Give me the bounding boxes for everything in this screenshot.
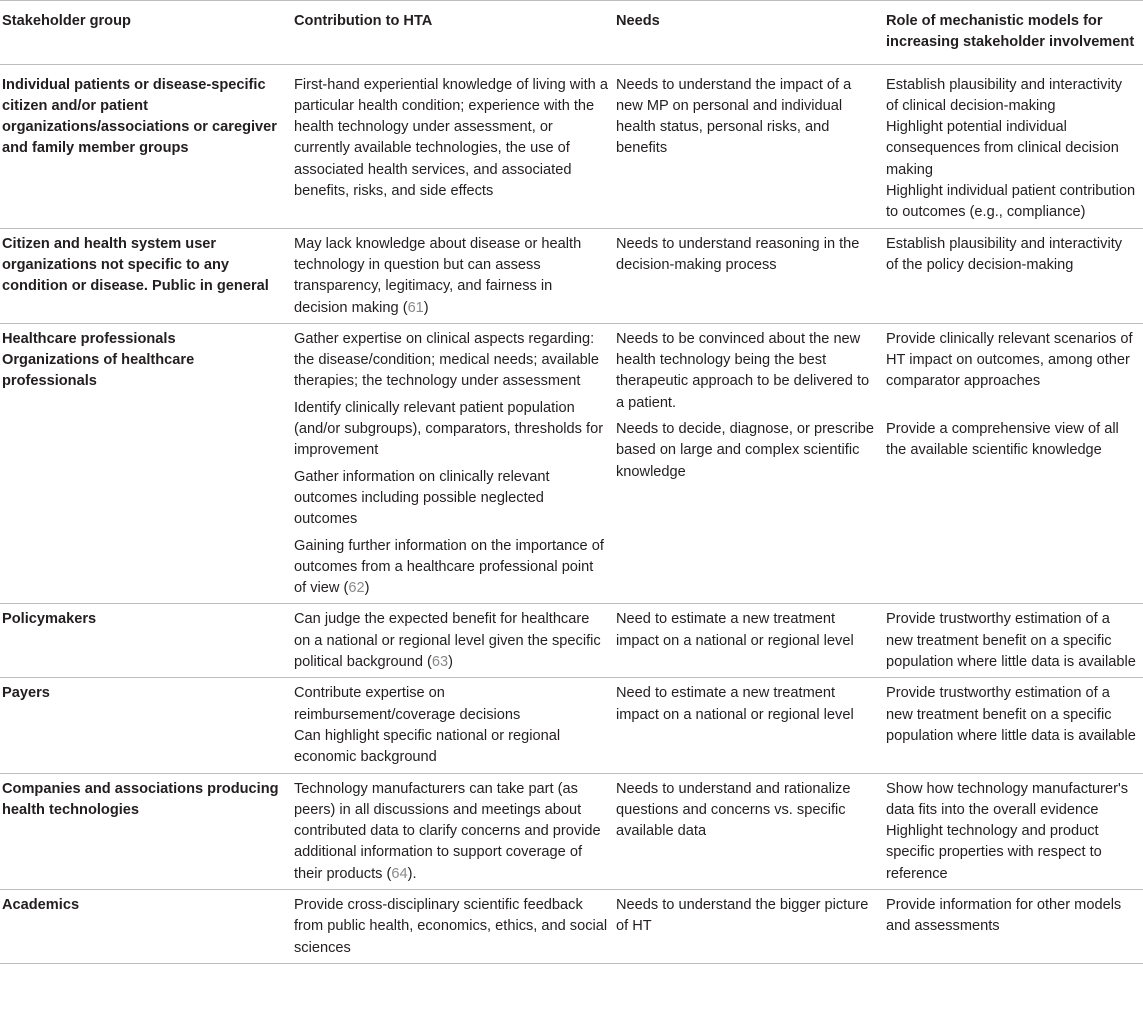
cell-paragraph: Need to estimate a new treatment impact on a national or regional level (616, 611, 854, 649)
header-contribution: Contribution to HTA (292, 1, 614, 65)
cell-paragraph: First-hand experiential knowledge of living with a particular health condition; experience with the health technology under assessment, or currently available technologies, the use of associated health services, and associated benefits, risks, and side effects (294, 76, 608, 200)
cell-line: Show how technology manufacturer's data fits into the overall evidence (886, 780, 1129, 818)
cell-paragraph (294, 609, 608, 673)
cell-paragraph: Needs to be convinced about the new health technology being the best therapeutic approach to be delivered to a patient. (616, 330, 870, 411)
table-row (0, 323, 1143, 604)
cell-text: ). (407, 865, 417, 882)
cell-paragraph: Identify clinically relevant patient population (and/or subgroups), comparators, thresholds for improvement (294, 399, 604, 459)
cell-text: Technology manufacturers can take part (as peers) in all discussions and meetings about contributed data to clarify concerns and provide additional information to support coverage of their products ( (294, 780, 601, 882)
table-row (0, 64, 1143, 228)
cell-line: Establish plausibility and interactivity of clinical decision-making (886, 76, 1123, 114)
stakeholder-group-cell: Payers (2, 685, 50, 702)
cell-paragraph: Provide trustworthy estimation of a new treatment benefit on a specific population where little data is available (886, 685, 1136, 744)
header-row (0, 1, 1143, 65)
needs-cell (614, 604, 884, 678)
cell-paragraph: Need to estimate a new treatment impact on a national or regional level (616, 685, 854, 723)
cell-paragraph: Needs to understand the impact of a new MP on personal and individual health status, personal risks, and benefits (616, 76, 852, 157)
cell-line: Highlight technology and product specific properties with respect to reference (886, 823, 1102, 882)
needs-cell (614, 678, 884, 773)
cell-line: Contribute expertise on reimbursement/coverage decisions (294, 685, 521, 723)
reference-link[interactable]: 61 (407, 299, 424, 316)
reference-link[interactable]: 62 (348, 580, 365, 597)
table-row (0, 889, 1143, 963)
cell-text: Gaining further information on the importance of outcomes from a healthcare professional point of view ( (294, 537, 604, 597)
cell-line: Highlight individual patient contribution to outcomes (e.g., compliance) (886, 183, 1136, 221)
cell-paragraph (294, 536, 608, 600)
cell-paragraph (294, 779, 608, 885)
cell-paragraph: Provide trustworthy estimation of a new treatment benefit on a specific population where little data is available (886, 611, 1136, 671)
table-row (0, 604, 1143, 678)
role-cell (884, 323, 1143, 604)
cell-line: Organizations of healthcare professionals (2, 352, 195, 390)
cell-paragraph: Needs to understand and rationalize questions and concerns vs. specific available data (616, 780, 851, 840)
cell-text: Can judge the expected benefit for healthcare on a national or regional level given the specific political background ( (294, 611, 601, 671)
cell-text: ) (364, 580, 370, 597)
contribution-cell (292, 678, 614, 773)
table-row (0, 773, 1143, 889)
reference-link[interactable]: 63 (431, 654, 449, 671)
cell-paragraph: Provide cross-disciplinary scientific feedback from public health, economics, ethics, and social sciences (294, 896, 608, 956)
contribution-cell (292, 889, 614, 963)
role-cell (884, 678, 1143, 773)
cell-paragraph: Needs to decide, diagnose, or prescribe based on large and complex scientific knowledge (616, 421, 874, 480)
needs-cell (614, 64, 884, 228)
role-cell (884, 773, 1143, 889)
cell-paragraph: Needs to understand the bigger picture of HT (616, 896, 869, 935)
stakeholder-group-cell: Companies and associations producing health technologies (2, 780, 279, 818)
needs-cell (614, 889, 884, 963)
role-cell (884, 64, 1143, 228)
contribution-cell (292, 64, 614, 228)
stakeholder-group-cell: Policymakers (2, 611, 97, 628)
role-cell (884, 228, 1143, 323)
cell-paragraph: Needs to understand reasoning in the decision-making process (616, 235, 860, 273)
table-row (0, 228, 1143, 323)
header-role: Role of mechanistic models for increasing stakeholder involvement (884, 1, 1143, 65)
cell-paragraph (294, 234, 608, 319)
stakeholder-group-cell: Citizen and health system user organizations not specific to any condition or disease. Public in general (2, 235, 269, 295)
stakeholder-group-cell (0, 323, 292, 604)
header-stakeholder-group: Stakeholder group (0, 1, 292, 65)
reference-link[interactable]: 64 (391, 865, 408, 882)
role-cell (884, 889, 1143, 963)
cell-line: Healthcare professionals (2, 330, 176, 347)
contribution-cell (292, 604, 614, 678)
cell-paragraph: Provide information for other models and assessments (886, 896, 1122, 935)
contribution-cell (292, 323, 614, 604)
stakeholder-group-cell: Individual patients or disease-specific citizen and/or patient organizations/associations or caregiver and family member groups (2, 76, 277, 157)
cell-text: ) (423, 299, 429, 316)
table-row (0, 678, 1143, 773)
needs-cell (614, 773, 884, 889)
stakeholder-group-cell: Academics (2, 896, 80, 913)
contribution-cell (292, 773, 614, 889)
cell-paragraph: Provide a comprehensive view of all the available scientific knowledge (886, 420, 1119, 459)
role-cell (884, 604, 1143, 678)
cell-paragraph: Provide clinically relevant scenarios of HT impact on outcomes, among other comparator approaches (886, 330, 1133, 390)
cell-paragraph: Gather expertise on clinical aspects regarding: the disease/condition; medical needs; available therapies; the technology under assessment (294, 330, 600, 390)
contribution-cell (292, 228, 614, 323)
needs-cell (614, 323, 884, 604)
cell-paragraph: Establish plausibility and interactivity of the policy decision-making (886, 235, 1123, 273)
cell-paragraph: Gather information on clinically relevant outcomes including possible neglected outcomes (294, 468, 550, 528)
header-needs: Needs (614, 1, 884, 65)
cell-line: Can highlight specific national or regional economic background (294, 727, 561, 766)
needs-cell (614, 228, 884, 323)
cell-line: Highlight potential individual consequences from clinical decision making (886, 119, 1119, 178)
cell-text: ) (448, 654, 454, 671)
cell-text: May lack knowledge about disease or health technology in question but can assess transparency, legitimacy, and fairness in decision making ( (294, 235, 582, 316)
